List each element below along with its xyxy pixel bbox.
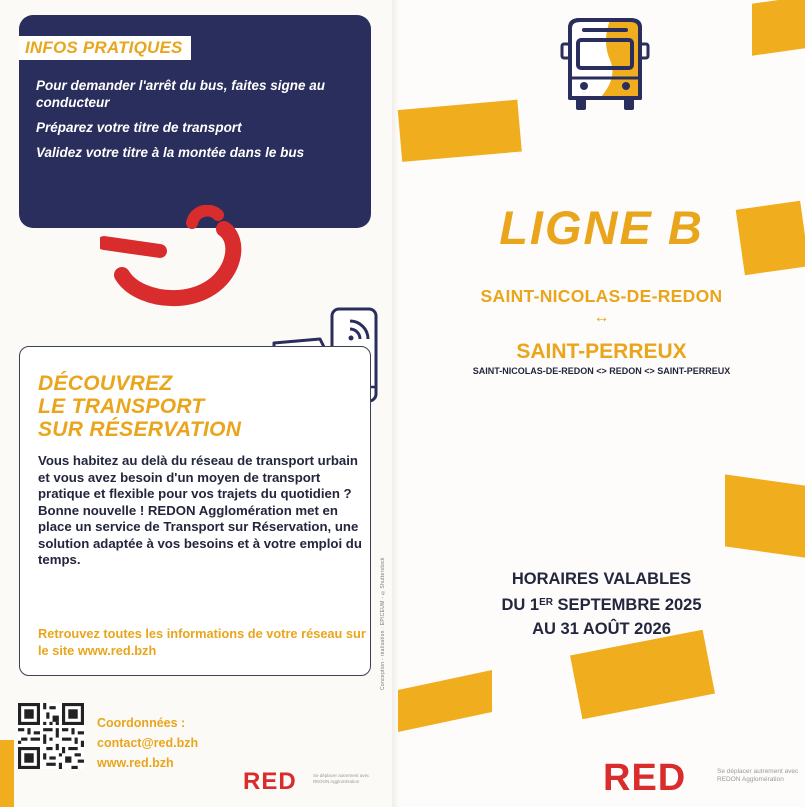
tad-title — [38, 372, 241, 441]
red-swoosh-graphic — [100, 205, 250, 315]
red-logo-big: RED — [603, 757, 687, 799]
infos-item: Pour demander l'arrêt du bus, faites signe au conducteur — [36, 78, 326, 110]
bus-icon — [560, 16, 650, 116]
tad-title-line: SUR RÉSERVATION — [38, 418, 242, 441]
validity-line2-prefix: DU 1 — [501, 596, 540, 614]
orange-band-decoration — [752, 0, 805, 56]
contact-block — [97, 713, 198, 773]
route-summary: SAINT-NICOLAS-DE-REDON <> REDON <> SAINT-PERREUX — [472, 366, 731, 376]
contact-label: Coordonnées : — [97, 716, 186, 730]
validity-line2-suffix: SEPTEMBRE 2025 — [552, 596, 702, 614]
infos-title: INFOS PRATIQUES — [19, 36, 191, 60]
infos-item: Préparez votre titre de transport — [36, 120, 242, 135]
validity-block — [398, 567, 805, 641]
infos-list — [36, 77, 356, 169]
credits-text: Conception - réalisation : EPICEUM - ©Shutterstock — [380, 557, 386, 690]
validity-line1: HORAIRES VALABLES — [511, 570, 692, 588]
qr-code[interactable] — [18, 703, 84, 769]
stop-from: SAINT-NICOLAS-DE-REDON — [480, 286, 723, 306]
red-tagline-big: Se déplacer autrement avec REDON Agglomération — [717, 768, 799, 783]
orange-band-decoration — [736, 201, 805, 275]
tad-website-link[interactable]: Retrouvez toutes les informations de votre réseau sur le site www.red.bzh — [38, 626, 366, 658]
orange-band-decoration — [398, 100, 522, 162]
tad-title-line: DÉCOUVREZ — [38, 372, 173, 395]
contact-website[interactable]: www.red.bzh — [97, 756, 174, 770]
double-arrow-icon: ↔ — [593, 309, 610, 326]
stop-to: SAINT-PERREUX — [516, 340, 687, 363]
orange-band-decoration — [0, 740, 14, 807]
red-tagline-small: Se déplacer autrement avec REDON Agglomération — [313, 773, 370, 784]
red-logo-small: RED — [243, 768, 297, 795]
tad-title-line: LE TRANSPORT — [38, 395, 205, 418]
validity-line2-sup: ER — [539, 597, 553, 608]
infos-item: Validez votre titre à la montée dans le bus — [36, 145, 305, 160]
tad-description: Vous habitez au delà du réseau de transport urbain et vous avez besoin d'un moyen de transport pratique et flexible pour vos trajets du quotidien ? Bonne nouvelle ! REDON Agglomération met en place un service de Transport sur Réservation, une solution adaptée à vos besoins et à votre emploi du temps. — [38, 453, 362, 567]
validity-line2 — [398, 591, 805, 617]
line-name: LIGNE B — [499, 201, 704, 254]
contact-email[interactable]: contact@red.bzh — [97, 736, 199, 750]
orange-band-decoration — [725, 474, 805, 557]
validity-line3: AU 31 AOÛT 2026 — [532, 620, 671, 638]
